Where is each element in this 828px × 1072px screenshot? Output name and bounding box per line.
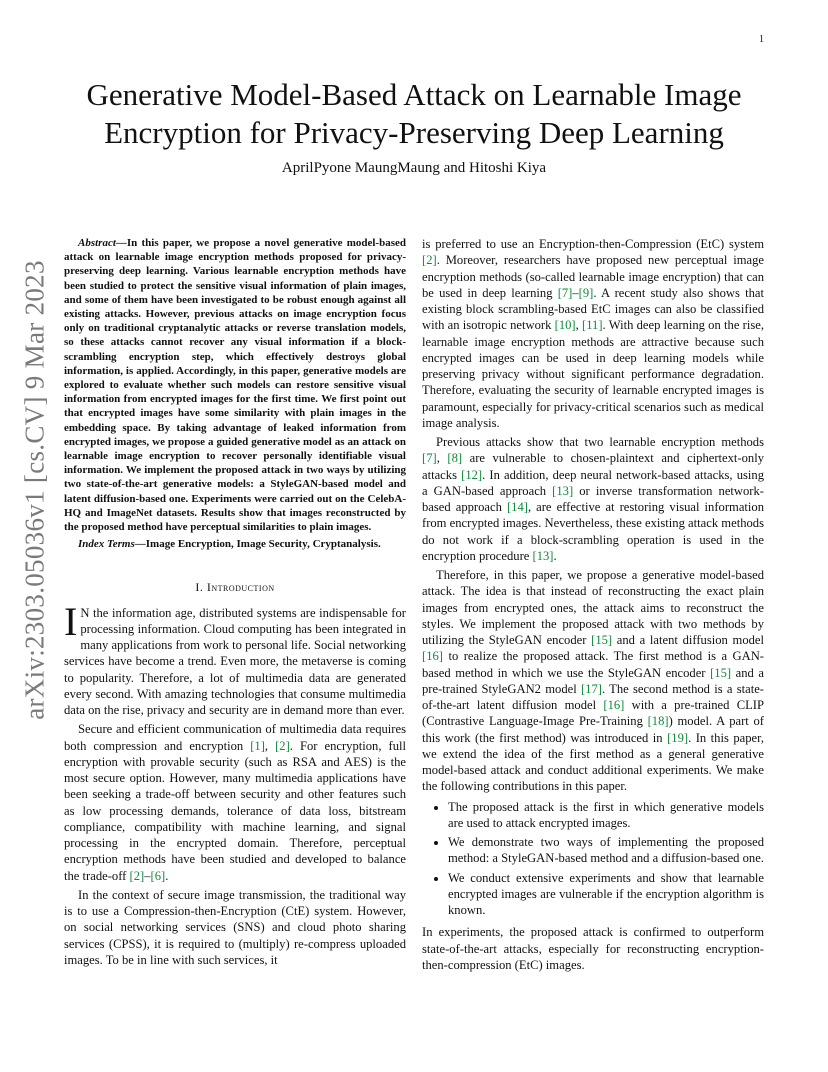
citation-link[interactable]: [16] xyxy=(603,698,625,712)
citation-link[interactable]: [13] xyxy=(532,548,554,563)
citation-link[interactable]: [9] xyxy=(578,285,594,300)
abstract-paragraph xyxy=(64,236,406,534)
paper-authors: AprilPyone MaungMaung and Hitoshi Kiya xyxy=(281,160,547,176)
intro-paragraph-3: In the context of secure image transmission, the traditional way is to use a Compression-then-Encryption (CtE) system. However, on social networking services (SNS) and cloud photo sharing services (CPSS), it is required to (multiply) re-compress uploaded images. To be in line with such services, it xyxy=(64,887,406,967)
citation-link[interactable]: [16] xyxy=(422,649,443,664)
citation-link[interactable]: [19] xyxy=(667,730,689,745)
abstract-label: Abstract— xyxy=(78,237,127,249)
citation-link[interactable]: [1] xyxy=(250,738,265,753)
citation-link[interactable]: [15] xyxy=(591,633,613,647)
section-heading-introduction: I. Introduction xyxy=(195,580,275,595)
index-terms xyxy=(64,537,406,551)
contribution-item: • The proposed attack is the first in which generative models are used to attack encrypted images. xyxy=(448,799,764,832)
intro-paragraph-6: In experiments, the proposed attack is confirmed to outperform state-of-the-art attacks, especially for reconstructing encryption-then-compression (EtC) images. xyxy=(422,925,764,972)
citation-link[interactable]: [2] xyxy=(275,738,290,753)
index-terms-label: Index Terms— xyxy=(78,538,146,551)
page-number: 1 xyxy=(759,34,764,45)
intro-p1-text: N the information age, distributed systems are indispensable for processing information. Cloud computing has been integrated in many applications from work to personal life. Social networking services have become a trend. Even more, the metaverse is coming to popularity. Therefore, a lot of multimedia data are generated every second. With amazing technologies that consume multimedia data on the rise, privacy and security are in demand more than ever. xyxy=(64,605,406,718)
arxiv-identifier-text: arXiv:2303.05036v1 [cs.CV] 9 Mar 2023 xyxy=(19,260,50,720)
contribution-item: • We conduct extensive experiments and show that learnable encrypted images are vulnerable if the encryption algorithm is known. xyxy=(448,870,764,919)
citation-link[interactable]: [10] xyxy=(554,318,576,333)
intro-paragraph-3-continued: is preferred to use an Encryption-then-Compression (EtC) system [2]. Moreover, researchers have proposed new perceptual image encryption methods (so-called learnable image encryption) that can be used in deep learning [7]–[9]. A recent study also shows that existing block scrambling-based EtC images can also be classified with an isotropic network [10], [11]. With deep learning on the rise, learnable image encryption methods are attractive because such encrypted images can be used in deep learning models while preserving privacy without significant performance degradation. Therefore, evaluating the security of learnable encrypted images is paramount, especially for privacy-critical scenarios such as medical image analysis. xyxy=(422,237,764,430)
abstract-text: In this paper, we propose a novel generative model-based attack on learnable image encryption methods proposed for privacy-preserving deep learning. Various learnable encryption methods have been studied to protect the sensitive visual information of plain images, and some of them have been investigated to be robust enough against all existing attacks. However, previous attacks on image encryption focus only on traditional cryptanalytic attacks or reverse translation models, so these attacks cannot recover any visual information if a block-scrambling encryption step, which effectively destroys global information, is applied. Accordingly, in this paper, generative models are explored to evaluate whether such models can restore sensitive visual information from encrypted images for the first time. We first point out that encrypted images have some similarity with plain images in the embedding space. By taking advantage of leaked information from encrypted images, we propose a guided generative model as an attack on learnable image encryption to recover personally identifiable visual information. We implement the proposed attack in two ways by utilizing two state-of-the-art generative models: a StyleGAN-based model and latent diffusion-based one. Experiments were carried out on the CelebA-HQ and ImageNet datasets. Results show that images reconstructed by the proposed method have perceptual similarities to plain images. xyxy=(64,237,406,534)
citation-link[interactable]: [11] xyxy=(582,318,603,333)
intro-paragraph-5: Therefore, in this paper, we propose a generative model-based attack. The idea is that instead of reconstructing the exact plain images from encrypted ones, the attack aims to reconstruct the styles. We implement the proposed attack with two methods by utilizing the StyleGAN encoder [15] and a latent diffusion model [16] to realize the proposed attack. The first method is a GAN-based method in which we use the StyleGAN encoder [15] and a pre-trained StyleGAN2 model [17]. The second method is a state-of-the-art latent diffusion model [16] with a pre-trained CLIP (Contrastive Language-Image Pre-Training [18]) model. A part of this work (the first method) was introduced in [19]. In this paper, we extend the idea of the first method as a general generative model-based attack and conduct additional experiments. We make the following contributions in this paper. xyxy=(422,568,764,794)
citation-link[interactable]: [7] xyxy=(422,451,437,466)
citation-link[interactable]: [15] xyxy=(710,665,732,680)
citation-link[interactable]: [18] xyxy=(647,714,669,729)
citation-link[interactable]: [6] xyxy=(150,868,166,883)
citation-link[interactable]: [7] xyxy=(557,285,573,300)
intro-paragraph-2: Secure and efficient communication of multimedia data requires both compression and encryption [1], [2]. For encryption, full encryption with provable security (such as RSA and AES) is the most secure option. However, many multimedia applications have been seeking a trade-off between security and other features such as low processing demands, tolerance of data loss, bitstream compliance, compatibility with machine learning, and signal processing in the encrypted domain. Therefore, perceptual encryption methods have been studied and developed to balance the trade-off [2]–[6]. xyxy=(64,722,407,883)
citation-link[interactable]: [2] xyxy=(129,868,145,883)
index-terms-text: Image Encryption, Image Security, Cryptanalysis. xyxy=(145,538,381,551)
abstract xyxy=(64,236,406,534)
right-column xyxy=(422,236,764,973)
contributions-list xyxy=(422,799,764,919)
paper-title: Generative Model-Based Attack on Learnable Image Encryption for Privacy-Preserving Deep Learning xyxy=(86,77,742,150)
arxiv-side-identifier xyxy=(12,260,58,720)
drop-cap: I xyxy=(64,598,78,644)
citation-link[interactable]: [2] xyxy=(422,253,437,268)
citation-link[interactable]: [13] xyxy=(552,483,574,498)
citation-link[interactable]: [14] xyxy=(506,500,528,514)
citation-link[interactable]: [8] xyxy=(447,451,463,466)
intro-paragraph-1 xyxy=(64,598,406,719)
citation-link[interactable]: [12] xyxy=(461,467,483,482)
intro-paragraph-4: Previous attacks show that two learnable encryption methods [7], [8] are vulnerable to chosen-plaintext and ciphertext-only attacks [12]. In addition, deep neural network-based attacks, using a GAN-based approach [13] or inverse transformation network-based approach [14], are effective at restoring visual information from encrypted images. Nevertheless, these existing attack methods do not work if a block-scrambling operation is used in the encryption procedure [13]. xyxy=(422,435,765,563)
citation-link[interactable]: [17] xyxy=(580,681,602,696)
contribution-item: • We demonstrate two ways of implementing the proposed method: a StyleGAN-based method and a diffusion-based one. xyxy=(448,834,764,867)
left-column xyxy=(64,236,406,968)
